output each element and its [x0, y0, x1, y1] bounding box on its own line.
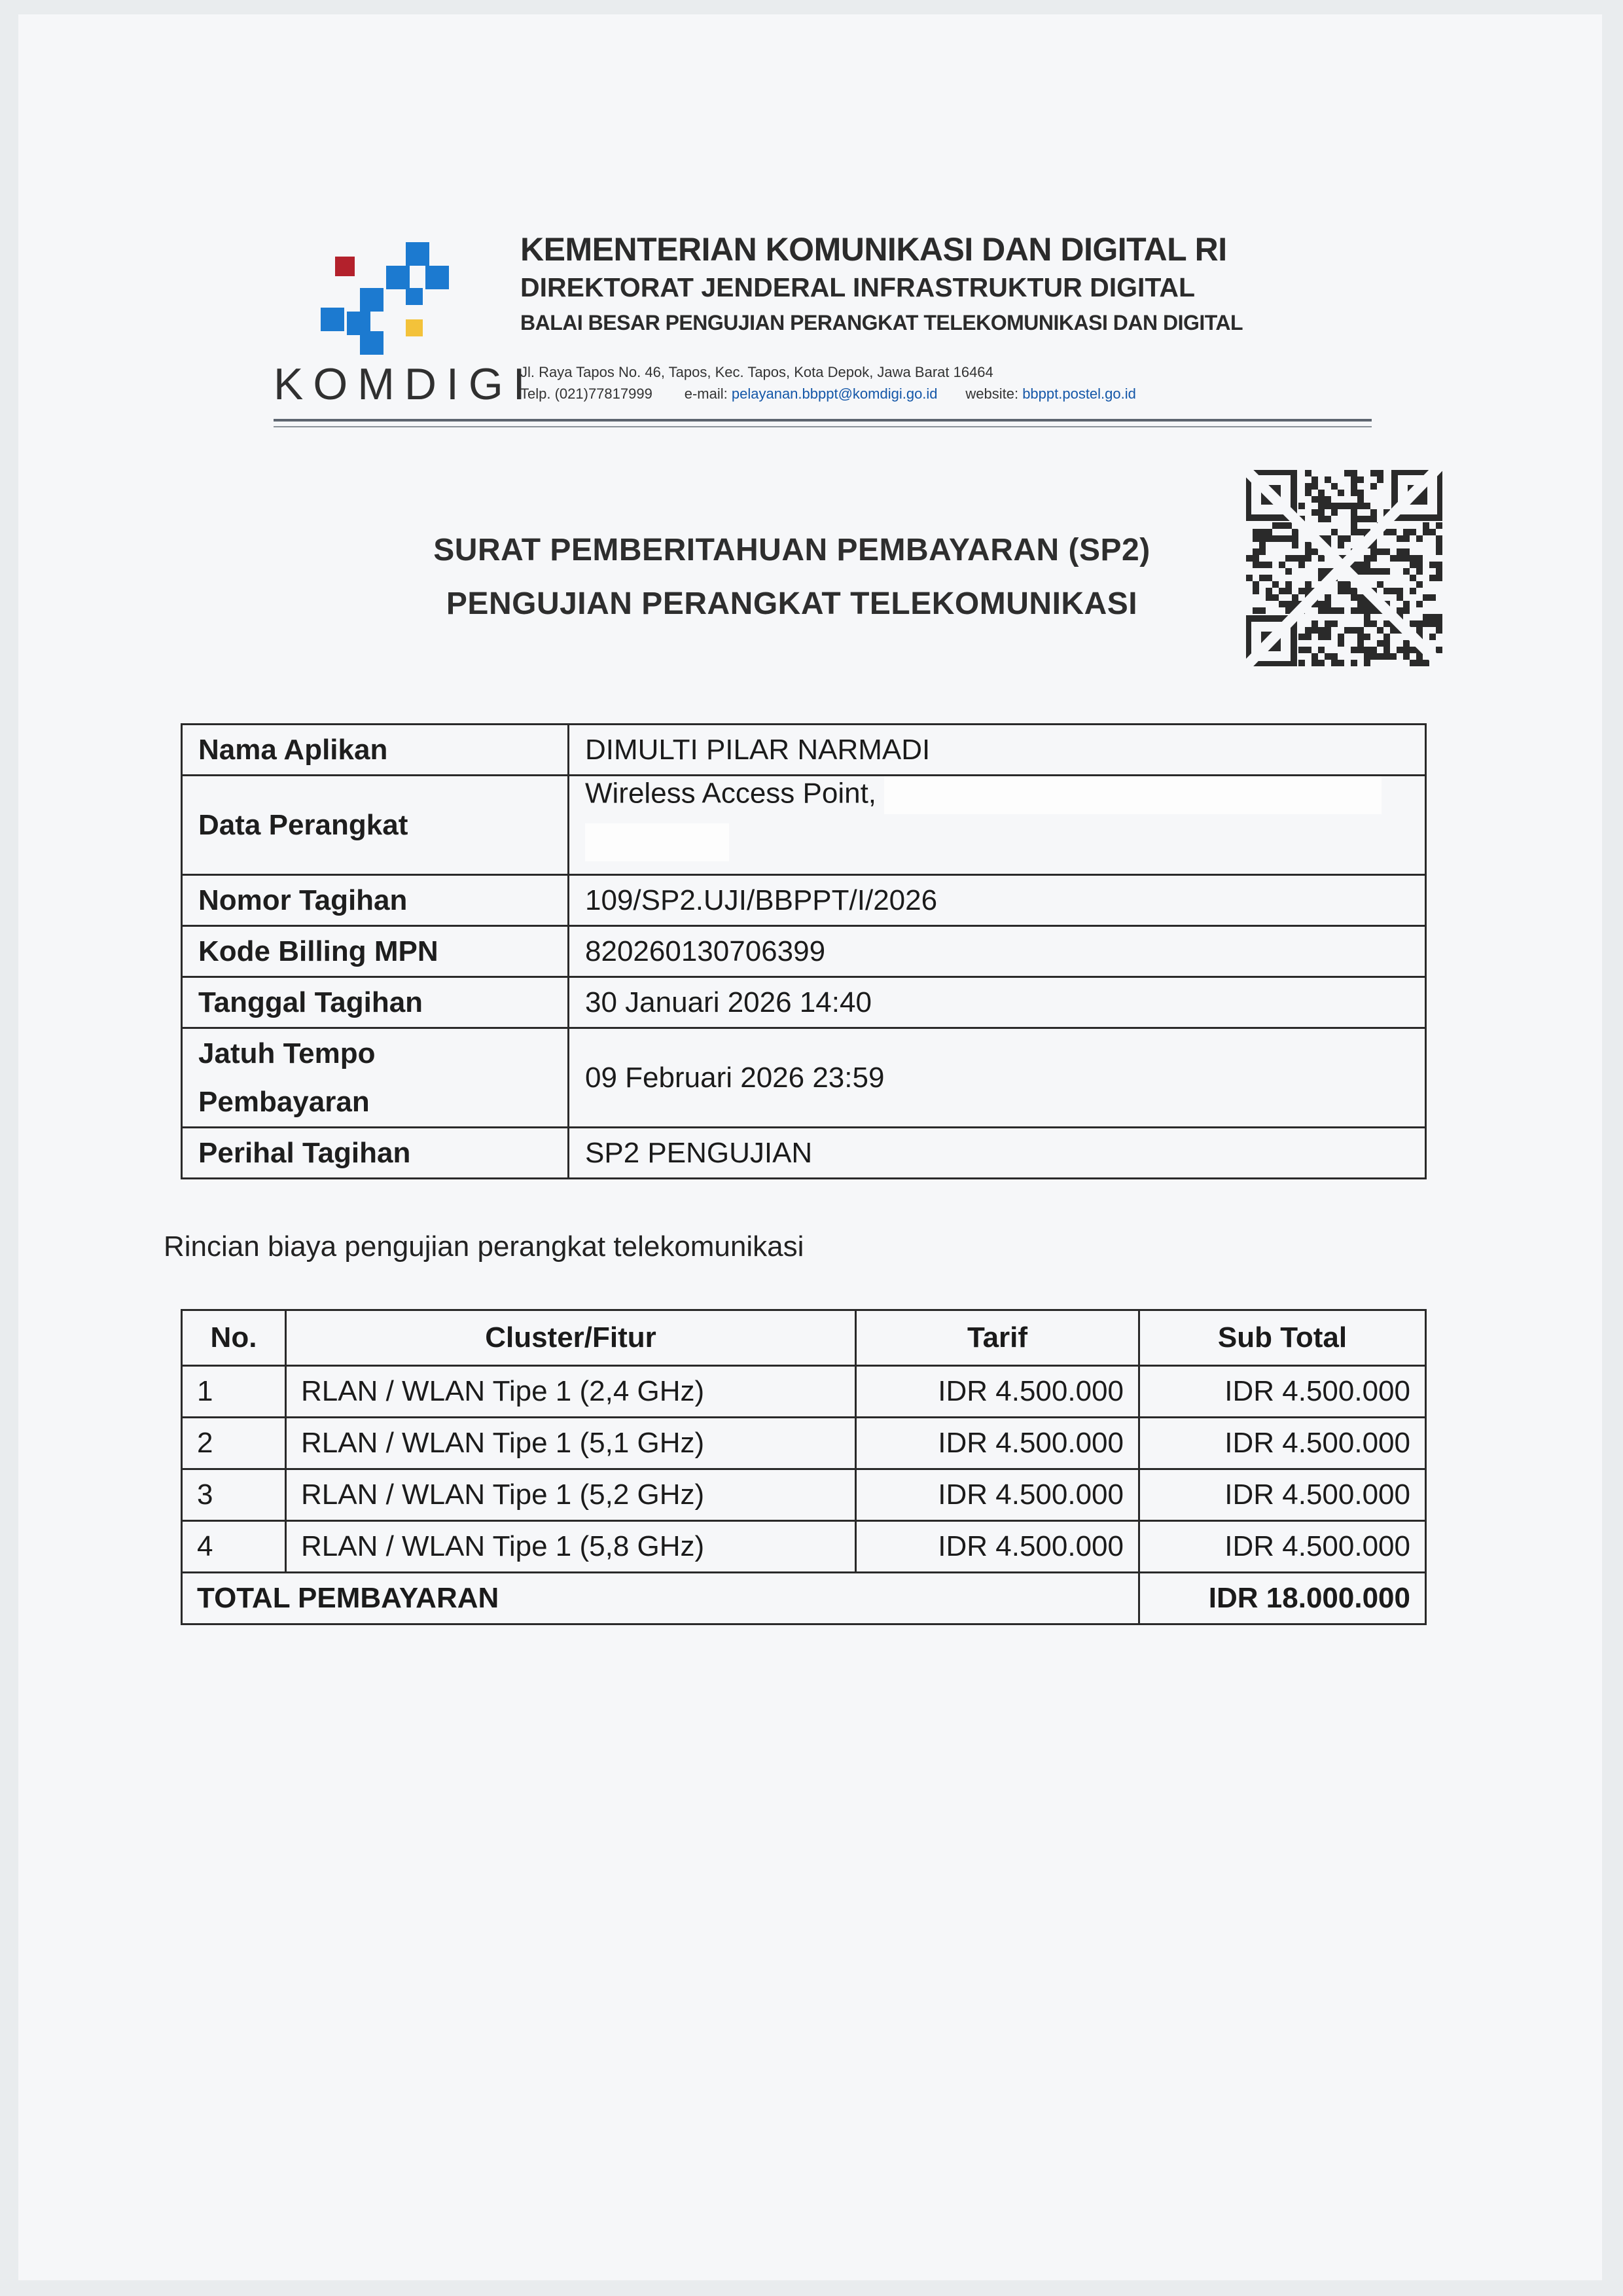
- table-row: [182, 1366, 1426, 1418]
- row-number: 4: [182, 1521, 286, 1573]
- table-row: [182, 1128, 1426, 1179]
- subtotal-cell: IDR 4.500.000: [1139, 1366, 1426, 1418]
- info-label: Nomor Tagihan: [182, 875, 569, 926]
- table-row: [182, 926, 1426, 977]
- feature-cell: RLAN / WLAN Tipe 1 (5,1 GHz): [286, 1418, 856, 1469]
- info-label: Nama Aplikan: [182, 725, 569, 776]
- title-line-2: PENGUJIAN PERANGKAT TELEKOMUNIKASI: [446, 586, 1138, 621]
- redaction-box: [585, 823, 729, 861]
- contact-block: [520, 361, 1436, 404]
- website-label: website:: [965, 386, 1019, 402]
- total-label: TOTAL PEMBAYARAN: [182, 1573, 1139, 1624]
- tarif-cell: IDR 4.500.000: [856, 1418, 1139, 1469]
- row-number: 3: [182, 1469, 286, 1521]
- column-header: Tarif: [856, 1310, 1139, 1366]
- table-row: [182, 977, 1426, 1028]
- subtotal-cell: IDR 4.500.000: [1139, 1469, 1426, 1521]
- komdigi-logo-icon: [321, 242, 452, 360]
- table-row: [182, 776, 1426, 875]
- redaction-box: [884, 776, 1382, 814]
- tarif-cell: IDR 4.500.000: [856, 1521, 1139, 1573]
- invoice-subject: SP2 PENGUJIAN: [569, 1128, 1426, 1179]
- info-label: Tanggal Tagihan: [182, 977, 569, 1028]
- email-link[interactable]: pelayanan.bbppt@komdigi.go.id: [731, 386, 938, 402]
- office-name: BALAI BESAR PENGUJIAN PERANGKAT TELEKOMUNIKASI DAN DIGITAL: [520, 311, 1243, 334]
- row-number: 2: [182, 1418, 286, 1469]
- info-label: Kode Billing MPN: [182, 926, 569, 977]
- device-data: [569, 776, 1426, 875]
- table-row: [182, 875, 1426, 926]
- device-type: Wireless Access Point,: [585, 777, 877, 810]
- table-row: [182, 1028, 1426, 1128]
- info-label: [182, 1028, 569, 1128]
- column-header: Cluster/Fitur: [286, 1310, 856, 1366]
- header-divider: [274, 419, 1372, 422]
- due-date: 09 Februari 2026 23:59: [569, 1028, 1426, 1128]
- directorate-name: DIREKTORAT JENDERAL INFRASTRUKTUR DIGITAL: [520, 272, 1196, 302]
- email-label: e-mail:: [684, 386, 728, 402]
- table-row: [182, 1418, 1426, 1469]
- column-header: No.: [182, 1310, 286, 1366]
- table-row: [182, 725, 1426, 776]
- qr-code-icon: [1246, 470, 1442, 666]
- feature-cell: RLAN / WLAN Tipe 1 (5,8 GHz): [286, 1521, 856, 1573]
- billing-info-table: [181, 723, 1427, 1179]
- invoice-date: 30 Januari 2026 14:40: [569, 977, 1426, 1028]
- contact-line: [520, 383, 1436, 404]
- komdigi-logo-text: KOMDIGI: [274, 359, 535, 409]
- info-label-line: Jatuh Tempo: [198, 1037, 376, 1069]
- row-number: 1: [182, 1366, 286, 1418]
- feature-cell: RLAN / WLAN Tipe 1 (5,2 GHz): [286, 1469, 856, 1521]
- info-label: Data Perangkat: [182, 776, 569, 875]
- info-label: Perihal Tagihan: [182, 1128, 569, 1179]
- website-link[interactable]: bbppt.postel.go.id: [1022, 386, 1136, 402]
- organization-header: [520, 230, 1371, 335]
- cost-caption: Rincian biaya pengujian perangkat telekomunikasi: [164, 1230, 804, 1263]
- header-divider-thin: [274, 426, 1372, 427]
- tarif-cell: IDR 4.500.000: [856, 1366, 1139, 1418]
- phone: Telp. (021)77817999: [520, 386, 652, 402]
- document-title: [366, 524, 1217, 631]
- ministry-name: KEMENTERIAN KOMUNIKASI DAN DIGITAL RI: [520, 231, 1227, 268]
- total-row: [182, 1573, 1426, 1624]
- subtotal-cell: IDR 4.500.000: [1139, 1418, 1426, 1469]
- invoice-number: 109/SP2.UJI/BBPPT/I/2026: [569, 875, 1426, 926]
- title-line-1: SURAT PEMBERITAHUAN PEMBAYARAN (SP2): [433, 533, 1150, 567]
- cost-table: [181, 1309, 1427, 1625]
- feature-cell: RLAN / WLAN Tipe 1 (2,4 GHz): [286, 1366, 856, 1418]
- info-label-line: Pembayaran: [198, 1085, 370, 1118]
- tarif-cell: IDR 4.500.000: [856, 1469, 1139, 1521]
- column-header: Sub Total: [1139, 1310, 1426, 1366]
- total-value: IDR 18.000.000: [1139, 1573, 1426, 1624]
- billing-code: 820260130706399: [569, 926, 1426, 977]
- applicant-name: DIMULTI PILAR NARMADI: [569, 725, 1426, 776]
- table-row: [182, 1469, 1426, 1521]
- address-line: Jl. Raya Tapos No. 46, Tapos, Kec. Tapos, Kota Depok, Jawa Barat 16464: [520, 364, 993, 380]
- subtotal-cell: IDR 4.500.000: [1139, 1521, 1426, 1573]
- table-row: [182, 1521, 1426, 1573]
- table-header-row: [182, 1310, 1426, 1366]
